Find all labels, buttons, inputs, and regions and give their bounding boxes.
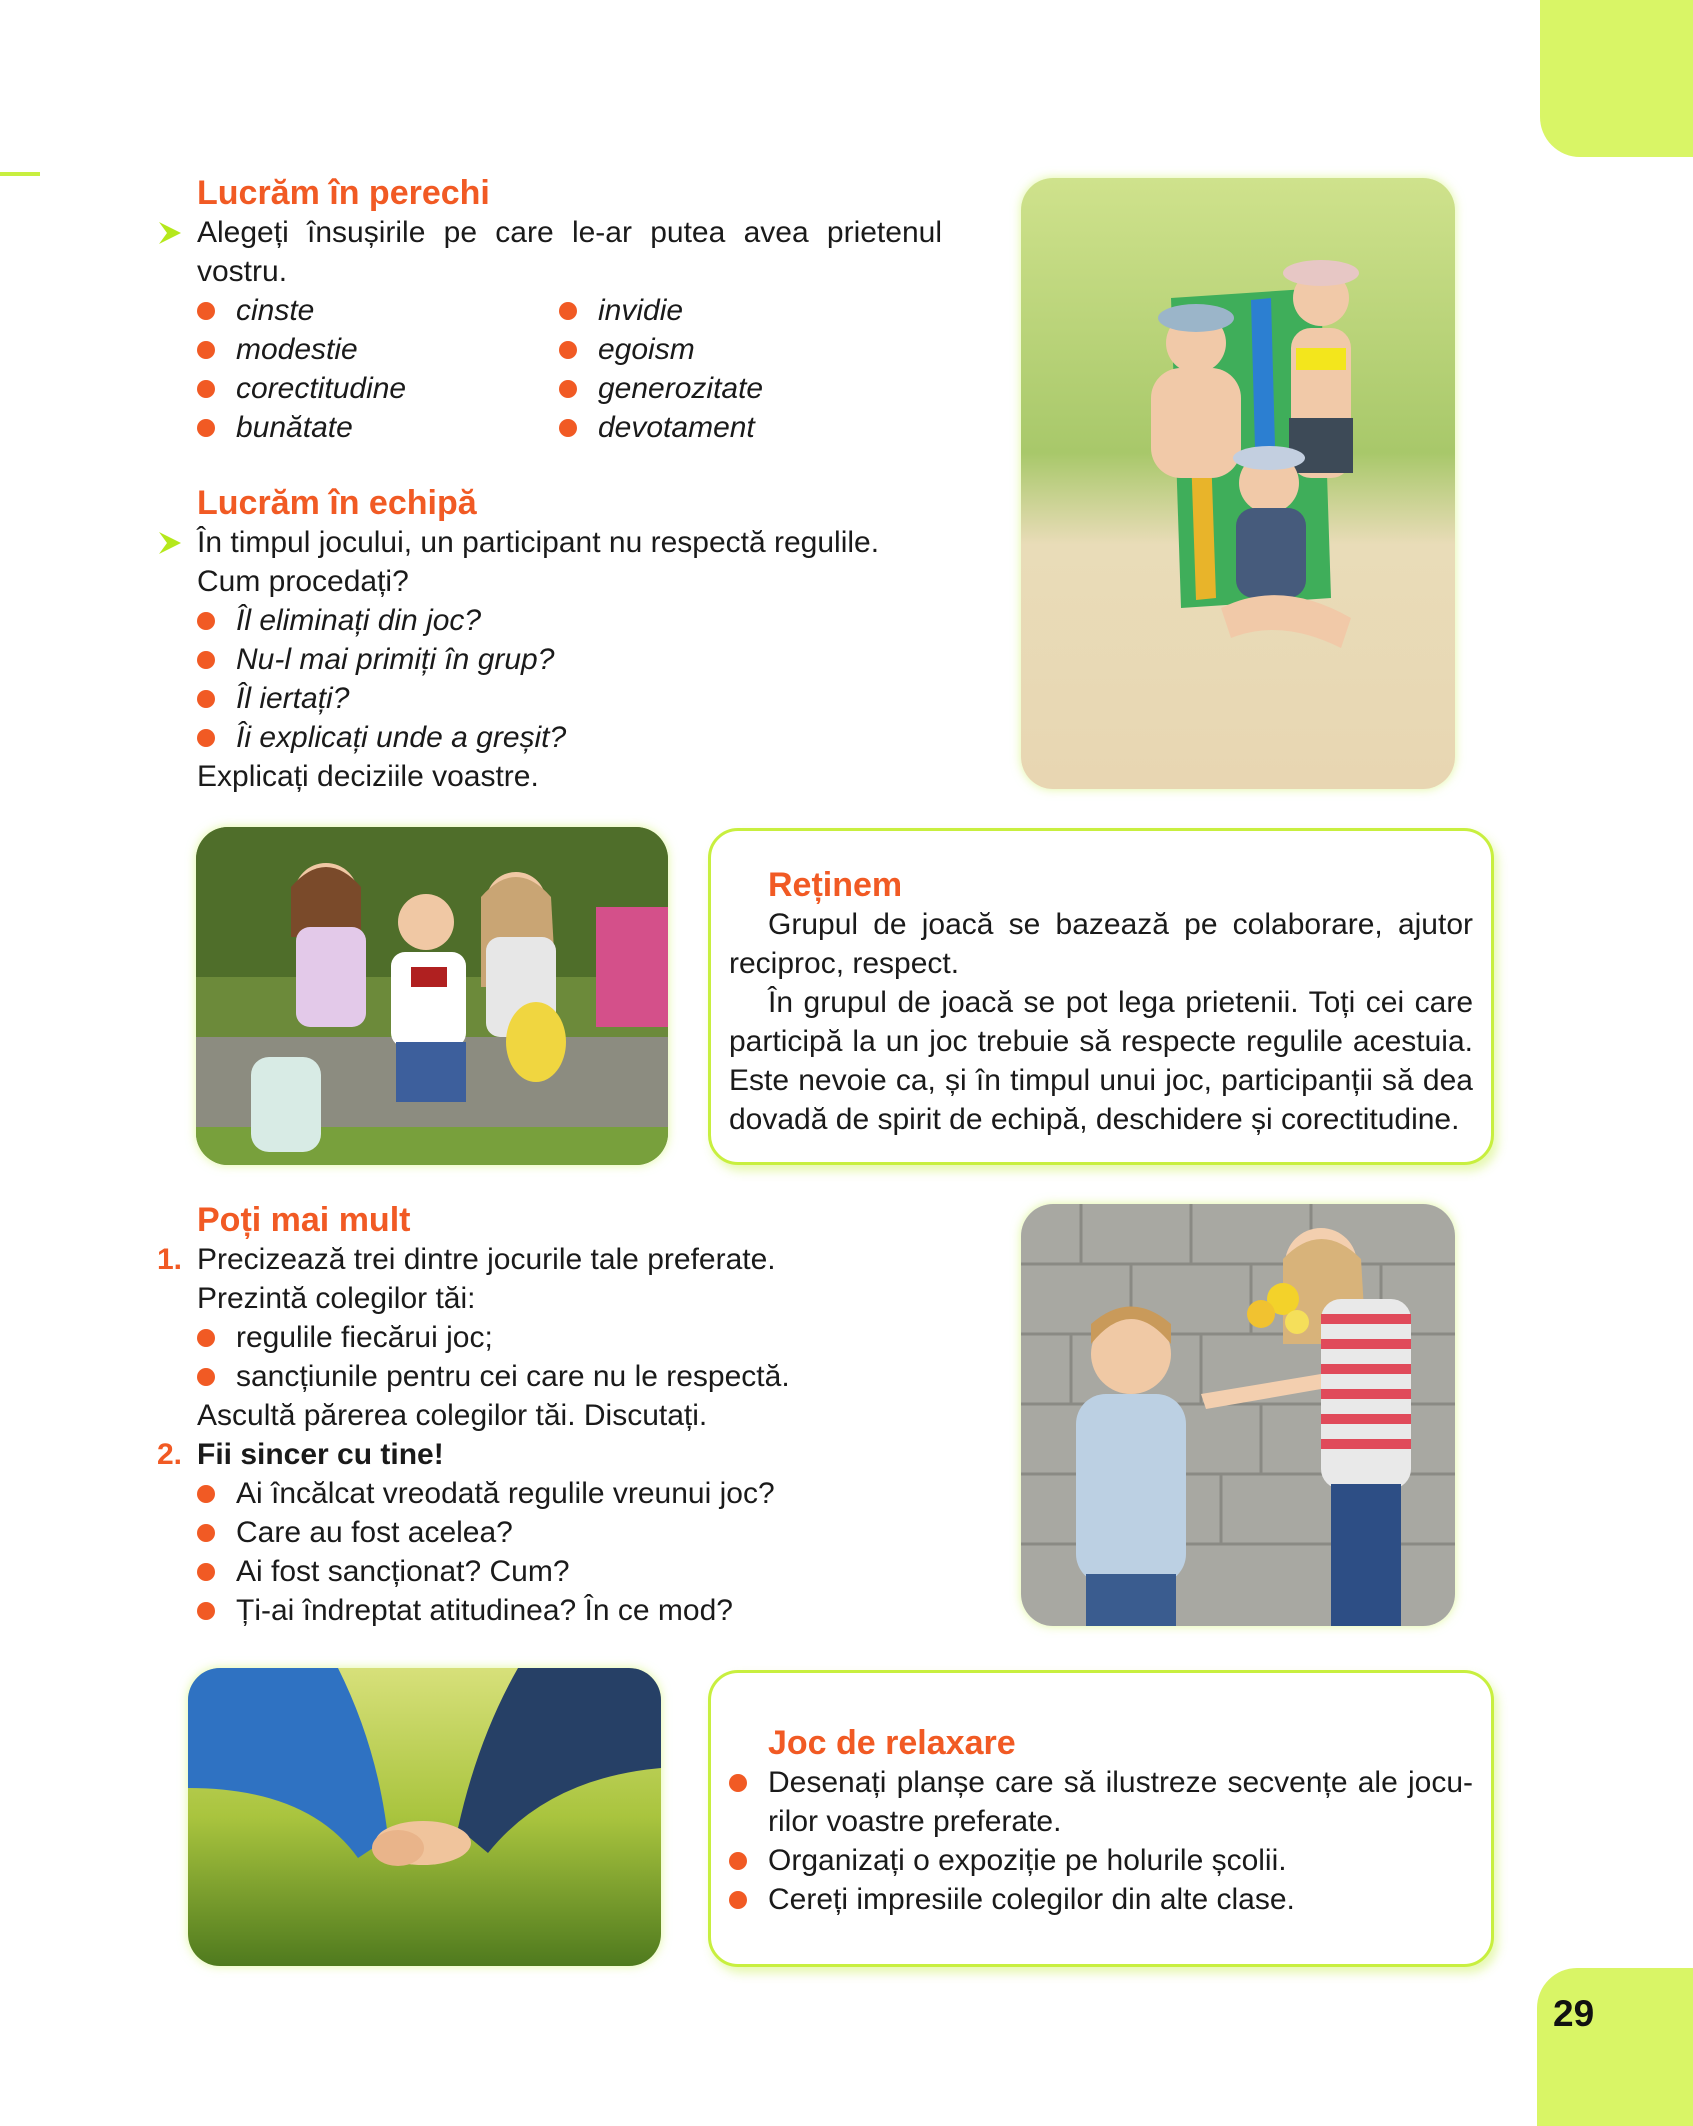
bullet-icon <box>197 690 215 708</box>
list-item: Ai încălcat vreodată regulile vreunui joc? <box>197 1474 957 1513</box>
bullet-icon <box>729 1852 747 1870</box>
list-item: Organizați o expoziție pe holurile școlii. <box>768 1841 1473 1880</box>
list-item: Care au fost acelea? <box>197 1513 957 1552</box>
relax-content <box>768 1723 1473 1919</box>
retinem-card <box>708 828 1494 1165</box>
pairs-instruction: Alegeți însușirile pe care le-ar putea avea prietenul vostru. <box>197 213 942 291</box>
photo-kids-wall <box>196 827 668 1165</box>
photo-holding-hands <box>188 1668 661 1966</box>
pairs-left-list <box>197 291 559 447</box>
pairs-heading: Lucrăm în perechi <box>197 174 490 212</box>
bullet-icon <box>197 1563 215 1581</box>
page-tab-bottom <box>1537 1968 1693 2126</box>
retinem-content <box>768 865 1473 905</box>
photo-flowers-wall-image <box>1021 1204 1455 1626</box>
more-section <box>157 1200 957 1630</box>
bullet-icon <box>197 1368 215 1386</box>
bullet-icon <box>729 1891 747 1909</box>
pairs-right-list <box>559 291 763 447</box>
bullet-icon <box>197 1329 215 1347</box>
list-item: Desenați planșe care să ilustreze secvențe ale jocu- rilor voastre preferate. <box>768 1763 1473 1841</box>
page-number: 29 <box>1553 1993 1595 2034</box>
team-instruction: În timpul jocului, un participant nu respectă regulile. Cum procedați? <box>197 523 957 601</box>
list-item: Cereți impresiile colegilor din alte clase. <box>768 1880 1473 1919</box>
item-number: 1. <box>157 1243 183 1276</box>
bullet-icon <box>197 1485 215 1503</box>
bullet-icon <box>197 380 215 398</box>
more-item-1-closing: Ascultă părerea colegilor tăi. Discutați. <box>197 1399 708 1432</box>
team-closing: Explicați deciziile voastre. <box>197 760 539 793</box>
list-item: invidie <box>559 291 763 330</box>
item-number: 2. <box>157 1438 183 1471</box>
team-section <box>197 483 957 796</box>
pairs-lists <box>197 291 942 447</box>
relax-heading: Joc de relaxare <box>768 1724 1016 1762</box>
list-item: Ți-ai îndreptat atitudinea? În ce mod? <box>197 1591 957 1630</box>
bullet-icon <box>559 341 577 359</box>
arrow-icon <box>157 531 183 555</box>
bullet-icon <box>559 419 577 437</box>
margin-tick <box>0 172 40 176</box>
list-item: bunătate <box>197 408 559 447</box>
list-item: regulile fiecărui joc; <box>197 1318 957 1357</box>
relax-card <box>708 1670 1494 1967</box>
pairs-section <box>197 173 942 447</box>
photo-kids-wall-image <box>196 827 668 1165</box>
bullet-icon <box>729 1774 747 1792</box>
list-item: Îl iertați? <box>197 679 957 718</box>
bullet-icon <box>197 419 215 437</box>
list-item: generozitate <box>559 369 763 408</box>
bullet-icon <box>197 1602 215 1620</box>
photo-girls-beach-image <box>1021 178 1455 789</box>
photo-flowers-wall <box>1021 1204 1455 1626</box>
list-item: modestie <box>197 330 559 369</box>
list-item: cinste <box>197 291 559 330</box>
more-item-2-title: Fii sincer cu tine! <box>197 1438 444 1471</box>
photo-holding-hands-image <box>188 1668 661 1966</box>
list-item: corectitudine <box>197 369 559 408</box>
bullet-icon <box>559 380 577 398</box>
list-item: sancțiunile pentru cei care nu le respectă. <box>197 1357 957 1396</box>
bullet-icon <box>197 729 215 747</box>
bullet-icon <box>197 1524 215 1542</box>
list-item: egoism <box>559 330 763 369</box>
retinem-body: Grupul de joacă se bazează pe colaborare, ajutor reciproc, respect. În grupul de joacă se pot lega prietenii. Toți cei care participă la un joc trebuie să respecte regulile acestuia. Este nevoie ca, și în timpul unui joc, participanții să dea dovadă de spirit de echipă, deschidere și corectitudine. <box>729 908 1473 1136</box>
list-item: Îl eliminați din joc? <box>197 601 957 640</box>
more-item-2 <box>157 1435 957 1474</box>
bullet-icon <box>197 341 215 359</box>
more-heading: Poți mai mult <box>197 1201 411 1239</box>
list-item: Ai fost sancționat? Cum? <box>197 1552 957 1591</box>
bullet-icon <box>197 302 215 320</box>
bullet-icon <box>197 651 215 669</box>
team-heading: Lucrăm în echipă <box>197 484 477 522</box>
bullet-icon <box>197 612 215 630</box>
list-item: Nu-l mai primiți în grup? <box>197 640 957 679</box>
page-tab-top <box>1540 0 1693 157</box>
bullet-icon <box>559 302 577 320</box>
arrow-icon <box>157 221 183 245</box>
list-item: devotament <box>559 408 763 447</box>
retinem-heading: Reținem <box>768 866 903 904</box>
list-item: Îi explicați unde a greșit? <box>197 718 957 757</box>
more-item-1: 1. Precizează trei dintre jocurile tale preferate. Prezintă colegilor tăi: <box>197 1240 957 1318</box>
photo-girls-beach <box>1021 178 1455 789</box>
